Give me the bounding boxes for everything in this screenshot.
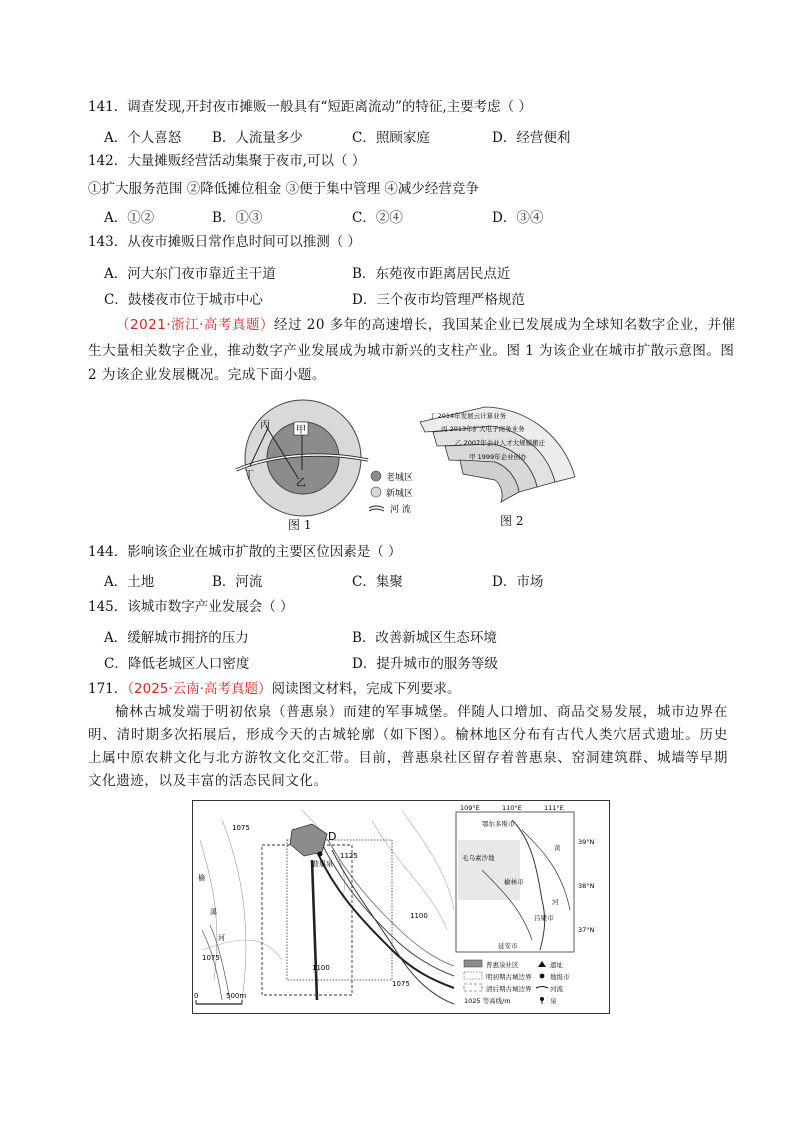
inset-place-he: 河: [552, 898, 559, 906]
q143-option-b: B．东苑夜市距离居民点近: [352, 266, 511, 282]
map-scale-label: 500m: [226, 992, 247, 1000]
map-river-char-3: 河: [218, 934, 225, 942]
map-puhui-spring: 普惠泉: [312, 860, 333, 868]
map-river-char-2: 溪: [210, 908, 217, 916]
q143-option-a: A．河大东门夜市靠近主干道: [104, 266, 276, 282]
q145-option-a: A．缓解城市拥挤的压力: [104, 630, 249, 646]
intro-2021-line1: （2021·浙江·高考真题）经过 20 多年的高速增长，我国某企业已发展成为全球知名数字企业，并催: [116, 317, 736, 333]
figure-2: [415, 402, 580, 512]
q142-option-d: D．③④: [492, 210, 544, 226]
inset-lat-1: 39°N: [578, 838, 595, 846]
map-river-char-1: 榆: [198, 874, 205, 882]
inset-city-yanan: 延安市: [498, 942, 518, 950]
q171-stem-line: [88, 680, 460, 698]
intro-2021-line2: 生大量相关数字企业，推动数字产业发展成为城市新兴的支柱产业。图 1 为该企业在城市扩散示意图。图: [88, 343, 735, 359]
fig2-step-bing: 丙 2013年扩大电子商务业务: [441, 425, 525, 433]
q141-option-a: A．个人喜怒: [104, 130, 182, 146]
inset-lat-3: 37°N: [578, 926, 595, 934]
q143-option-d: D．三个夜市均管理严格规范: [352, 292, 525, 308]
q171-paragraph: 榆林古城发端于明初依泉（普惠泉）而建的军事城堡。伴随人口增加、商品交易发展，城市边界在明、清时期多次拓展后，形成今天的古城轮廓（如下图）。榆林地区分布有古代人类穴居式遗址。历史上属中原农耕文化与北方游牧文化交汇带。目前，普惠泉社区留存着普惠泉、窑洞建筑群、城墙等早期文化遗迹，以及丰富的活态民间文化。: [88, 704, 728, 789]
map-scale-zero: 0: [194, 992, 199, 1000]
q145-option-d: D．提升城市的服务等级: [352, 656, 498, 672]
fig2-caption: 图 2: [500, 514, 524, 528]
inset-place-huang: 黄: [554, 844, 561, 852]
figure-1: [228, 398, 428, 518]
fig1-legend-old: 老城区: [386, 473, 414, 483]
fig1-label-jia: 甲: [296, 425, 306, 436]
map-legend-community: 普惠泉社区: [486, 961, 519, 969]
fig2-step-ding: 丁 2014年发展云计算业务: [429, 412, 507, 420]
fig1-legend-new: 新城区: [386, 489, 414, 499]
fig1-label-yi: 乙: [296, 478, 306, 489]
fig1-label-ding: 丁: [244, 470, 254, 481]
q141-stem: 141．调查发现,开封夜市摊贩一般具有“短距离流动”的特征,主要考虑（ ）: [88, 99, 532, 115]
map-legend-spring: 泉: [550, 997, 557, 1005]
map-contour-2: 1125: [340, 852, 358, 860]
map-legend-ming-boundary: 明初期古城边界: [486, 973, 532, 981]
q142-option-c: C．②④: [352, 210, 403, 226]
map-legend-contour: 1025 等高线/m: [464, 997, 511, 1005]
inset-city-ordos: 鄂尔多斯市: [482, 820, 515, 828]
map-legend-city: 地级市: [550, 973, 570, 981]
map-point-d: D: [328, 830, 337, 843]
fig2-step-jia: 甲 1999年企业创办: [469, 453, 527, 461]
intro-2021-line3: 2 为该企业发展概况。完成下面小题。: [88, 367, 326, 383]
q145-stem: 145．该城市数字产业发展会（ ）: [88, 599, 294, 615]
source-tag-2025: （2025·云南·高考真题）: [127, 681, 272, 697]
map-contour-3: 1100: [410, 912, 428, 920]
q144-option-d: D．市场: [492, 574, 544, 590]
q142-option-b: B．①③: [212, 210, 263, 226]
q144-option-a: A．土地: [104, 574, 155, 590]
inset-lon-1: 109°E: [460, 804, 480, 812]
map-legend-river: 河流: [550, 985, 563, 993]
q144-option-b: B．河流: [212, 574, 263, 590]
inset-lat-2: 38°N: [578, 882, 595, 890]
q142-option-a: A．①②: [104, 210, 155, 226]
inset-city-lvliang: 吕梁市: [534, 914, 554, 922]
q142-items: ①扩大服务范围 ②降低摊位租金 ③便于集中管理 ④减少经营竞争: [88, 181, 479, 197]
map-legend-site: 遗址: [550, 961, 563, 969]
q171-number: 171．: [88, 681, 128, 697]
inset-city-yulin: 榆林市: [504, 878, 524, 886]
yulin-map-figure: [192, 800, 610, 1014]
fig1-legend-river: 河 流: [390, 505, 411, 515]
source-tag-2021: （2021·浙江·高考真题）: [116, 317, 274, 333]
map-legend-qing-boundary: 清后期古城边界: [486, 985, 532, 993]
q144-option-c: C．集聚: [352, 574, 403, 590]
q141-option-d: D．经营便利: [492, 130, 571, 146]
q143-option-c: C．鼓楼夜市位于城市中心: [104, 292, 263, 308]
q144-stem: 144．影响该企业在城市扩散的主要区位因素是（ ）: [88, 544, 402, 560]
map-contour-6: 1075: [392, 980, 410, 988]
q142-stem: 142．大量摊贩经营活动集聚于夜市,可以（ ）: [88, 153, 366, 169]
q143-stem: 143．从夜市摊贩日常作息时间可以推测（ ）: [88, 234, 362, 250]
q145-option-c: C．降低老城区人口密度: [104, 656, 250, 672]
inset-lon-2: 110°E: [502, 804, 522, 812]
q145-option-b: B．改善新城区生态环境: [352, 630, 497, 646]
q171-stem: 阅读图文材料，完成下列要求。: [271, 681, 461, 697]
fig1-caption: 图 1: [288, 518, 312, 532]
fig1-label-bing: 丙: [260, 420, 270, 431]
inset-place-maowusu: 毛乌素沙地: [462, 854, 495, 862]
fig2-step-yi: 乙 2007年企业人才大规模搬迁: [455, 439, 546, 447]
map-contour-5: 1100: [312, 964, 330, 972]
map-contour-1: 1075: [232, 824, 250, 832]
q141-option-c: C．照顾家庭: [352, 130, 430, 146]
inset-lon-3: 111°E: [544, 804, 564, 812]
q141-option-b: B．人流量多少: [212, 130, 303, 146]
inset-map: [456, 804, 595, 952]
map-contour-4: 1075: [202, 954, 220, 962]
